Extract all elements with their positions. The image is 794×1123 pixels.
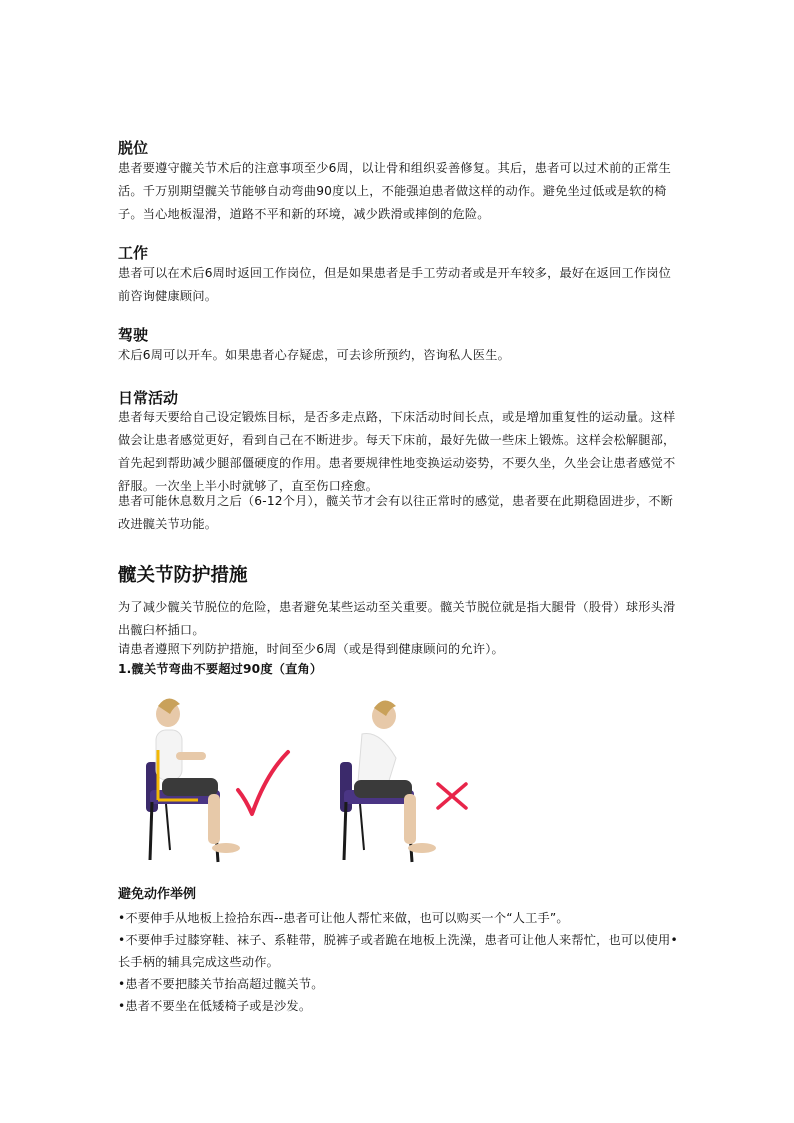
avoid-item: •不要伸手过膝穿鞋、袜子、系鞋带，脱裤子或者跪在地板上洗澡，患者可让他人来帮忙，也可以使用•长手柄的辅具完成这些动作。	[118, 933, 678, 969]
avoid-item: •不要伸手从地板上捡拾东西--患者可让他人帮忙来做，也可以购买一个“人工手”。	[118, 911, 569, 925]
avoid-item: •患者不要把膝关节抬高超过髋关节。	[118, 977, 324, 991]
paragraph-driving: 术后6周可以开车。如果患者心存疑虑，可去诊所预约，咨询私人医生。	[118, 348, 510, 362]
posture-illustration	[118, 690, 498, 875]
paragraph-recovery: 患者可能休息数月之后（6-12个月），髋关节才会有以往正常时的感觉，患者要在此期稳固进步，不断改进髋关节功能。	[118, 494, 674, 531]
heading-driving: 驾驶	[118, 326, 149, 344]
paragraph-work: 患者可以在术后6周时返回工作岗位，但是如果患者是手工劳动者或是开车较多，最好在返回工作岗位前咨询健康顾问。	[118, 266, 672, 303]
heading-avoid-actions: 避免动作举例	[118, 887, 197, 902]
heading-daily-activity: 日常活动	[118, 389, 179, 407]
cross-icon	[438, 784, 466, 808]
avoid-item: •患者不要坐在低矮椅子或是沙发。	[118, 999, 312, 1013]
incorrect-posture-figure	[340, 700, 436, 862]
correct-posture-figure	[146, 698, 240, 862]
check-icon	[238, 752, 288, 814]
heading-work: 工作	[118, 244, 149, 262]
section-title-hip-protection: 髋关节防护措施	[118, 565, 248, 586]
heading-dislocation: 脱位	[118, 139, 149, 157]
paragraph-protection-instruction: 请患者遵照下列防护措施，时间至少6周（或是得到健康顾问的允许）。	[118, 642, 504, 656]
paragraph-dislocation: 患者要遵守髋关节术后的注意事项至少6周，以让骨和组织妥善修复。其后，患者可以过术前的正常生活。千万别期望髋关节能够自动弯曲90度以上，不能强迫患者做这样的动作。避免坐过低或是软的椅子。当心地板湿滑，道路不平和新的环境，减少跌滑或摔倒的危险。	[118, 161, 672, 221]
rule-1: 1.髋关节弯曲不要超过90度（直角）	[118, 662, 323, 676]
paragraph-daily-activity: 患者每天要给自己设定锻炼目标，是否多走点路，下床活动时间长点，或是增加重复性的运动量。这样做会让患者感觉更好，看到自己在不断进步。每天下床前，最好先做一些床上锻炼。这样会松解腿部，首先起到帮助减少腿部僵硬度的作用。患者要规律性地变换运动姿势，不要久坐，久坐会让患者感觉不舒服。一次坐上半小时就够了，直至伤口痊愈。	[118, 410, 676, 493]
paragraph-protection-intro: 为了减少髋关节脱位的危险，患者避免某些运动至关重要。髋关节脱位就是指大腿骨（股骨）球形头滑出髋臼杯插口。	[118, 600, 676, 637]
